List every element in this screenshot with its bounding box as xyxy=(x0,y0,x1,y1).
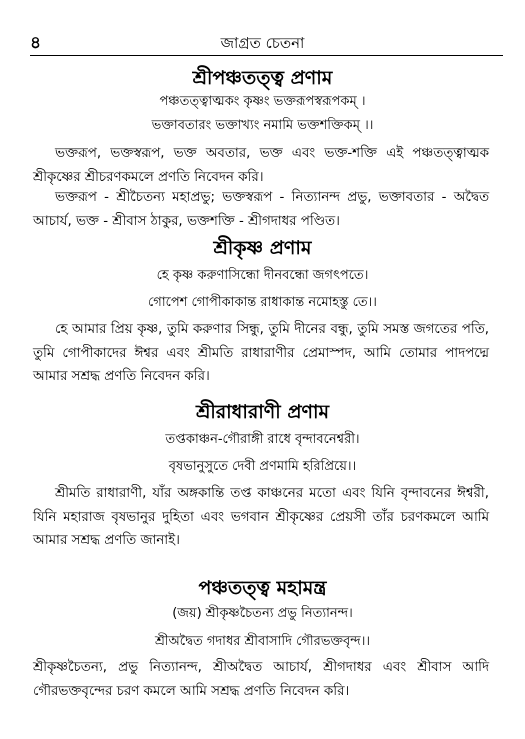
verse-line: ভক্তাবতারং ভক্তাখ্যং নমামি ভক্তশক্তিকম্ ।। xyxy=(151,118,374,133)
verse-line: বৃষভানুসুতে দেবী প্রণমামি হরিপ্রিয়ে।। xyxy=(168,459,357,474)
header-rule xyxy=(30,55,503,56)
verse-line: গোপেশ গোপীকাকান্ত রাধাকান্ত নমোহস্তু তে।। xyxy=(148,295,377,310)
running-title: জাগ্রত চেতনা xyxy=(220,34,305,52)
section-title-krishna: শ্রীকৃষ্ণ প্রণাম xyxy=(213,237,312,259)
section-title-mahamantra: পঞ্চতত্ত্ব মহামন্ত্র xyxy=(198,577,327,599)
paragraph: ভক্তরূপ, ভক্তস্বরূপ, ভক্ত অবতার, ভক্ত এবং ভক্ত-শক্তি এই পঞ্চতত্ত্বাত্মক শ্রীকৃষ্ণের শ্রীচরণকমলে প্রণতি নিবেদন করি। xyxy=(33,146,489,185)
paragraph: শ্রীকৃষ্ণচৈতন্য, প্রভু নিত্যানন্দ, শ্রীঅদ্বৈত আচার্য, শ্রীগদাধর এবং শ্রীবাস আদি গৌরভক্তবৃন্দের চরণ কমলে আমি সশ্রদ্ধ প্রণতি নিবেদন করি। xyxy=(33,660,489,699)
verse-line: তপ্তকাঞ্চন-গৌরাঙ্গী রাধে বৃন্দাবনেশ্বরী। xyxy=(165,432,360,447)
verse-line: শ্রীঅদ্বৈত গদাধর শ্রীবাসাদি গৌরভক্তবৃন্দ।। xyxy=(154,634,371,649)
verse-line: (জয়) শ্রীকৃষ্ণচৈতন্য প্রভু নিত্যানন্দ। xyxy=(172,606,353,621)
paragraph: ভক্তরূপ - শ্রীচৈতন্য মহাপ্রভু; ভক্তস্বরূপ - নিত্যানন্দ প্রভু, ভক্তাবতার - অদ্বৈত আচার্য, ভক্ত - শ্রীবাস ঠাকুর, ভক্তশক্তি - শ্রীগদাধর পণ্ডিত। xyxy=(33,190,489,229)
verse-line: হে কৃষ্ণ করুণাসিন্ধো দীনবন্ধো জগৎপতে। xyxy=(156,268,369,283)
page-number: ৪ xyxy=(30,33,42,53)
paragraph: শ্রীমতি রাধারাণী, যাঁর অঙ্গকান্তি তপ্ত কাঞ্চনের মতো এবং যিনি বৃন্দাবনের ঈশ্বরী, যিনি মহারাজ বৃষভানুর দুহিতা এবং ভগবান শ্রীকৃষ্ণের প্রেয়সী তাঁর চরণকমলে আমি আমার সশ্রদ্ধ প্রণতি জানাই। xyxy=(33,486,489,548)
verse-line: পঞ্চতত্ত্বাত্মকং কৃষ্ণং ভক্তরূপস্বরূপকম্ । xyxy=(159,94,366,109)
paragraph: হে আমার প্রিয় কৃষ্ণ, তুমি করুণার সিন্ধু, তুমি দীনের বন্ধু, তুমি সমস্ত জগতের পতি, তুমি গোপীকাদের ঈশ্বর এবং শ্রীমতি রাধারাণীর প্রেমাস্পদ, আমি তোমার পাদপদ্মে আমার সশ্রদ্ধ প্রণতি নিবেদন করি। xyxy=(33,322,489,384)
section-title-panchatattva: শ্রীপঞ্চতত্ত্ব প্রণাম xyxy=(192,67,333,89)
section-title-radharani: শ্রীরাধারাণী প্রণাম xyxy=(195,401,330,423)
